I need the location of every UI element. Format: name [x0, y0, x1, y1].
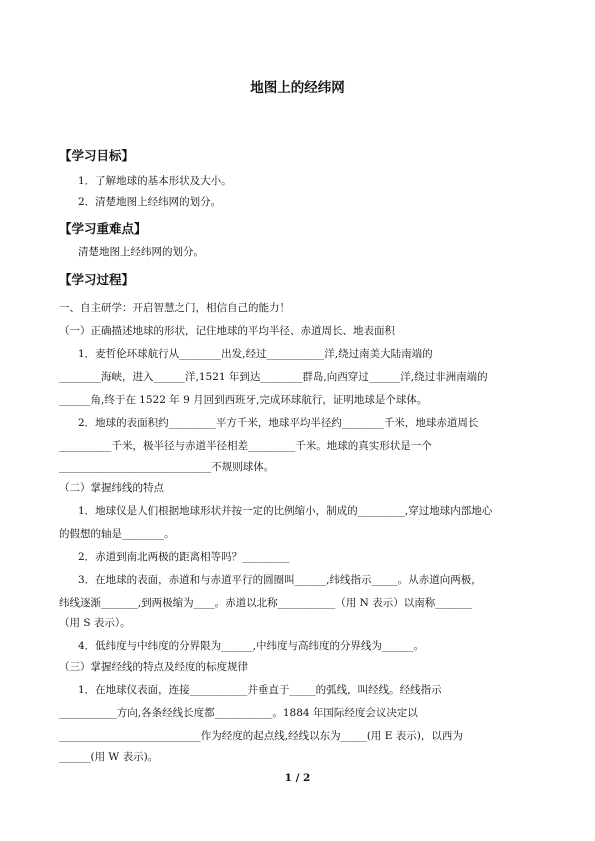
body-line: 纬线逐渐_______,到两极缩为____。赤道以北称___________（用 N 表示）以南称_______	[59, 597, 472, 609]
body-line: ___________________________作为经度的起点线,经线以东为_____(用 E 表示)，以西为	[59, 730, 463, 742]
body-line: __________千米，极半径与赤道半径相差_________千米。地球的真实形状是一个	[59, 440, 432, 452]
body-line: 1．地球仪是人们根据地球形状并按一定的比例缩小，制成的_________,穿过地球内部地心	[78, 505, 493, 517]
section-line: （三）掌握经线的特点及经度的标度规律	[59, 661, 248, 673]
goal-item: 1．了解地球的基本形状及大小。	[78, 175, 232, 187]
body-line: 的假想的轴是________。	[59, 528, 175, 540]
page-number: 1 / 2	[284, 772, 311, 784]
keypoints-heading: 【学习重难点】	[59, 221, 147, 236]
body-line: 1．在地球仪表面，连接___________并垂直于_____的弧线，叫经线。经线指示	[78, 684, 442, 696]
body-line: 4．低纬度与中纬度的分界限为______,中纬度与高纬度的分界线为______。	[78, 640, 425, 652]
process-heading: 【学习过程】	[59, 272, 135, 287]
section-line: （一）正确描述地球的形状，记住地球的平均半径、赤道周长、地表面积	[59, 325, 395, 337]
body-line: ________海峡，进入______洋,1521 年到达________群岛,向西穿过______洋,绕过非洲南端的	[59, 371, 488, 383]
page-title: 地图上的经纬网	[250, 80, 345, 96]
body-line: 3．在地球的表面，赤道和与赤道平行的圆圈叫______,纬线指示_____。从赤道向两极，	[78, 574, 482, 586]
body-line: ______角,终于在 1522 年 9 月回到西班牙,完成环球航行，证明地球是个球体。	[59, 394, 428, 406]
keypoints-text: 清楚地图上经纬网的划分。	[78, 246, 204, 258]
section-line: 一、自主研学：开启智慧之门，相信自己的能力！	[59, 302, 290, 314]
body-line: 2．赤道到南北两极的距离相等吗？_________	[78, 551, 290, 563]
goals-heading: 【学习目标】	[59, 148, 135, 163]
body-line: ______(用 W 表示)。	[59, 751, 159, 763]
body-line: ___________方向,各条经线长度都___________。1884 年国际经度会议决定以	[59, 707, 418, 719]
body-line: 2．地球的表面积约_________平方千米，地球平均半径约________千米，地球赤道周长	[78, 417, 479, 429]
section-line: （二）掌握纬线的特点	[59, 482, 164, 494]
goal-item: 2．清楚地图上经纬网的划分。	[78, 196, 222, 208]
body-line: （用 S 表示）。	[59, 617, 131, 629]
body-line: _____________________________不规则球体。	[59, 461, 275, 473]
body-line: 1．麦哲伦环球航行从________出发,经过___________洋,绕过南美大陆南端的	[78, 348, 433, 360]
